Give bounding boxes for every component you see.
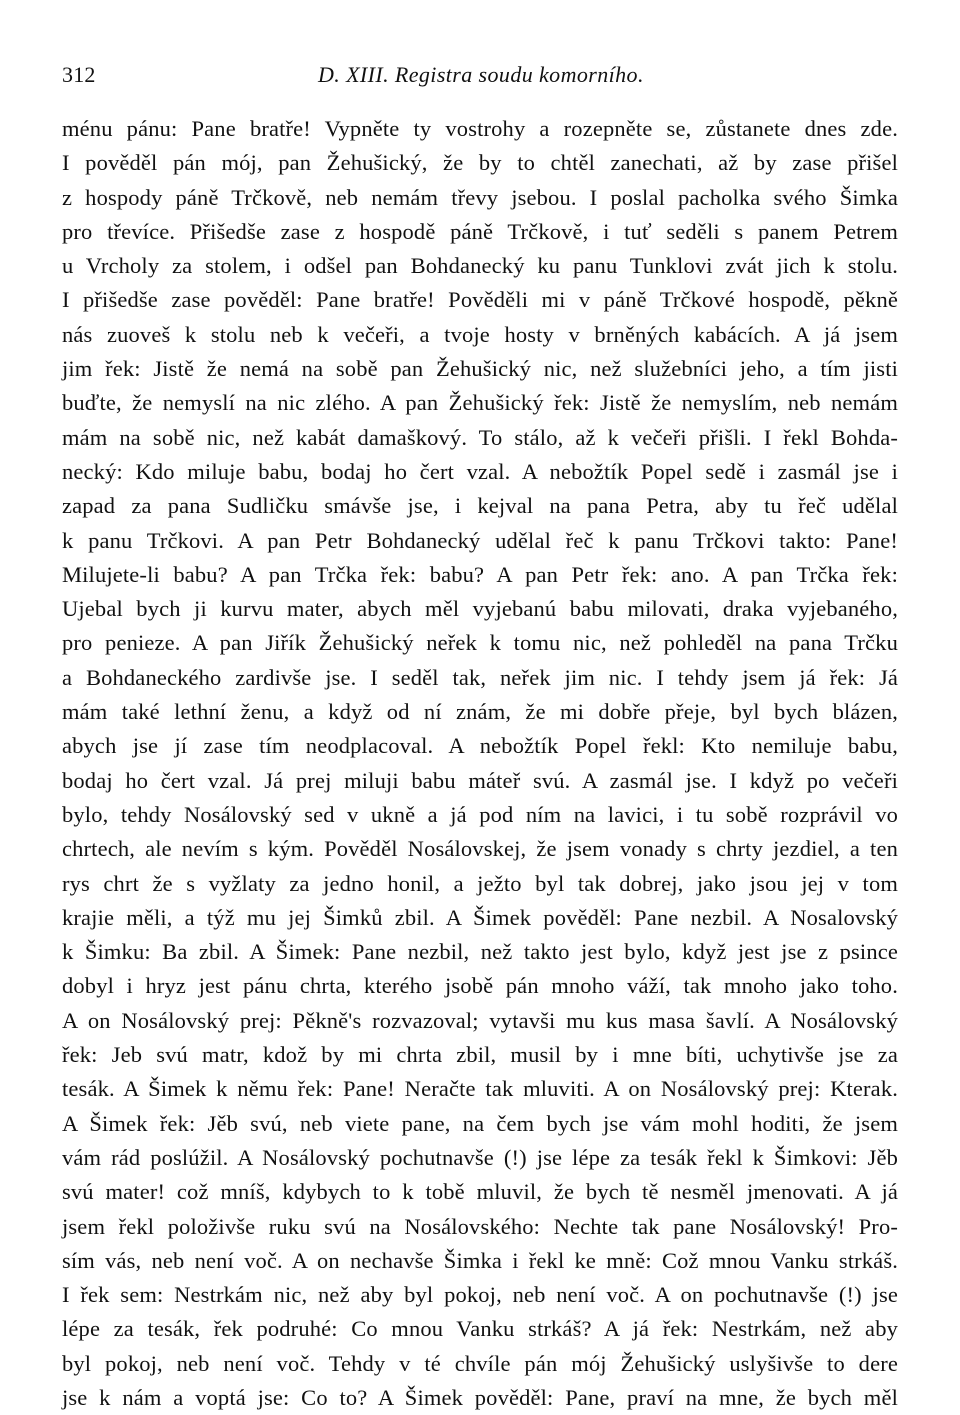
text-line: bodaj ho čert vzal. Já prej miluji babu máteř svú. A zasmál jse. I když po večeři [62,767,898,793]
text-line: k Šimku: Ba zbil. A Šimek: Pane nezbil, než takto jest bylo, když jest jse z psince [62,939,898,965]
text-line: rys chrt že s vyžlaty za jedno honil, a ježto byl tak dobrej, jako jsou jej v tom [62,870,898,896]
text-line: jse k nám a voptá jse: Co to? A Šimek pověděl: Pane, praví na mne, že bych měl [62,1384,898,1410]
text-line: jsem řekl položivše ruku svú na Nosálovského: Nechte tak pane Nosálovský! Pro- [62,1213,898,1239]
text-line: mám také lethní ženu, a když od ní znám, že mi dobře přeje, byl bych blázen, [62,699,898,725]
text-line: tesák. A Šimek k němu řek: Pane! Neračte tak mluviti. A on Nosálovský prej: Kterak. [62,1076,898,1102]
text-line: ménu pánu: Pane bratře! Vypněte ty vostrohy a rozepněte se, zůstanete dnes zde. [62,116,898,141]
body-text [62,112,898,1415]
text-line: necký: Kdo miluje babu, bodaj ho čert vzal. A nebožtík Popel sedě i zasmál jse i [62,458,898,484]
text-line: sím vás, neb není voč. A on nechavše Šimka i řekl ke mně: Což mnou Vanku strkáš. [62,1247,898,1273]
text-line: mám na sobě nic, než kabát damaškový. To stálo, až k večeři přišli. I řekl Bohda- [62,424,898,450]
text-line: zapad za pana Sudličku smávše jse, i kejval na pana Petra, aby tu řeč udělal [62,493,898,519]
text-line: pro penieze. A pan Jiřík Žehušický neřek k tomu nic, než pohleděl na pana Trčku [62,630,898,656]
text-line: nás zuoveš k stolu neb k večeři, a tvoje hosty v brněných kabácích. A já jsem [62,321,898,347]
text-line: dobyl i hryz jest pánu chrta, kterého jsobě pán mnoho váží, tak mnoho jako toho. [62,973,898,999]
text-line: abych jse jí zase tím neodplacoval. A nebožtík Popel řekl: Kto nemiluje babu, [62,733,898,759]
text-line: z hospody páně Trčkově, neb nemám třevy jsebou. I poslal pacholka svého Šimka [62,184,898,210]
text-line: a Bohdaneckého zardivše jse. I seděl tak, neřek jim nic. I tehdy jsem já řek: Já [62,664,898,690]
text-line: jim řek: Jistě že nemá na sobě pan Žehušický nic, než služebníci jeho, a tím jisti [62,356,898,382]
running-title: D. XIII. Registra soudu komorního. [318,62,644,87]
text-line: I řek sem: Nestrkám nic, než aby byl pokoj, neb není voč. A on pochutnavše (!) jse [62,1282,898,1308]
text-line: A Šimek řek: Jěb svú, neb viete pane, na čem bych jse vám mohl hoditi, že jsem [62,1110,898,1136]
page-header [62,58,898,94]
text-line: u Vrcholy za stolem, i odšel pan Bohdanecký ku panu Tunklovi zvát jich k stolu. [62,253,898,279]
text-line: chrtech, ale nevím s kým. Pověděl Nosálovskej, že jsem vonady s chrty jezdiel, a ten [62,836,898,862]
text-line: Milujete-li babu? A pan Trčka řek: babu? A pan Petr řek: ano. A pan Trčka řek: [62,561,898,587]
text-line: buďte, že nemyslí na nic zlého. A pan Žehušický řek: Jistě že nemyslím, neb nemám [62,390,898,416]
text-line: A on Nosálovský prej: Pěkně's rozvazoval; vytavši mu kus masa šavlí. A Nosálovský [62,1007,898,1033]
page-number: 312 [62,62,96,87]
text-line: pro třevíce. Přišedše zase z hospodě páně Trčkově, i tuť seděli s panem Petrem [62,218,898,244]
text-line: svú mater! což mníš, kdybych to k tobě mluvil, že bych tě nesměl jmenovati. A já [62,1179,898,1205]
text-line: byl pokoj, neb není voč. Tehdy v té chvíle pán mój Žehušický uslyšivše to dere [62,1350,898,1376]
text-line: řek: Jeb svú matr, kdož by mi chrta zbil, musil by i mne bíti, uchytivše jse za [62,1042,898,1068]
book-page [62,58,898,1415]
text-line: I přišedše zase pověděl: Pane bratře! Pověděli mi v páně Trčkové hospodě, pěkně [62,287,898,313]
text-line: I pověděl pán mój, pan Žehušický, že by to chtěl zanechati, až by zase přišel [62,150,898,176]
text-line: k panu Trčkovi. A pan Petr Bohdanecký udělal řeč k panu Trčkovi takto: Pane! [62,527,898,553]
text-line: krajie měli, a týž mu jej Šimků zbil. A Šimek pověděl: Pane nezbil. A Nosalovský [62,904,898,930]
text-line: bylo, tehdy Nosálovský sed v ukně a já pod ním na lavici, i tu sobě rozprávil vo [62,801,898,827]
text-line: Ujebal bych ji kurvu mater, abych měl vyjebanú babu milovati, draka vyjebaného, [62,596,898,622]
text-line: vám rád poslúžil. A Nosálovský pochutnavše (!) jse lépe za tesák řekl k Šimkovi: Jěb [62,1144,898,1170]
text-line: lépe za tesák, řek podruhé: Co mnou Vanku strkáš? A já řek: Nestrkám, než aby [62,1316,898,1342]
